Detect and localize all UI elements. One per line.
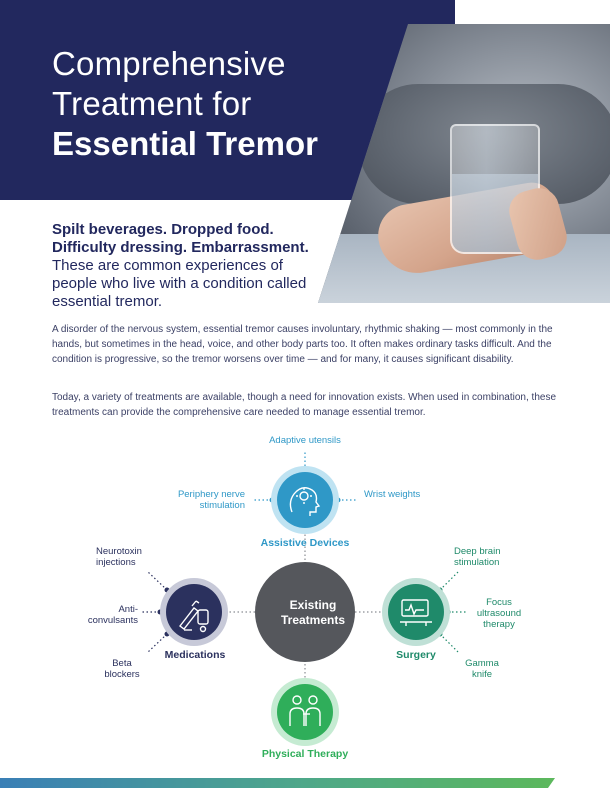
assistive-item-nerve-stimulation: Periphery nerve stimulation [177, 489, 245, 511]
physical-therapy-heading: Physical Therapy [261, 748, 349, 760]
title-line-2: Treatment for [52, 85, 252, 122]
surgery-item-gamma-knife: Gamma knife [465, 658, 499, 680]
assistive-item-adaptive-utensils: Adaptive utensils [269, 435, 341, 446]
surgery-item-focus-ultrasound: Focus ultrasound therapy [476, 597, 522, 630]
intro-block [52, 221, 317, 311]
center-label [258, 598, 368, 628]
body-paragraph-2: Today, a variety of treatments are available, though a need for innovation exists. When used in combination, these treatments can provide the comprehensive care needed to manage essential tremor. [52, 392, 556, 418]
intro-bold-1: Spilt beverages. Dropped food. [52, 221, 274, 238]
assistive-item-wrist-weights: Wrist weights [364, 489, 421, 500]
title-line-3: Essential Tremor [52, 125, 318, 162]
intro-plain: These are common experiences of people who live with a condition called essential tremor. [52, 257, 307, 310]
intro-bold-2: Difficulty dressing. Embarrassment. [52, 239, 309, 256]
center-label-line-2: Treatments [280, 613, 346, 627]
medications-item-anticonvulsants: Anti-convulsants [87, 604, 138, 626]
medications-item-beta-blockers: Beta blockers [104, 658, 140, 680]
medications-item-neurotoxin: Neurotoxin injections [96, 546, 142, 568]
surgery-heading: Surgery [396, 649, 436, 661]
assistive-devices-heading: Assistive Devices [260, 537, 350, 549]
medications-heading: Medications [164, 649, 226, 661]
footer-gradient-bar [0, 778, 555, 788]
title-line-1: Comprehensive [52, 45, 286, 82]
center-label-line-1: Existing [289, 598, 337, 612]
surgery-item-deep-brain: Deep brain stimulation [454, 546, 501, 568]
treatment-diagram [0, 430, 610, 770]
body-paragraph-1: A disorder of the nervous system, essential tremor causes involuntary, rhythmic shaking — most commonly in the hands, but sometimes in the head, voice, and other body parts too. It often makes ordinary tasks difficult. And the condition is progressive, so the tremor worsens over time — and for many, it causes significant disability. [52, 324, 553, 365]
page-title [52, 44, 318, 164]
